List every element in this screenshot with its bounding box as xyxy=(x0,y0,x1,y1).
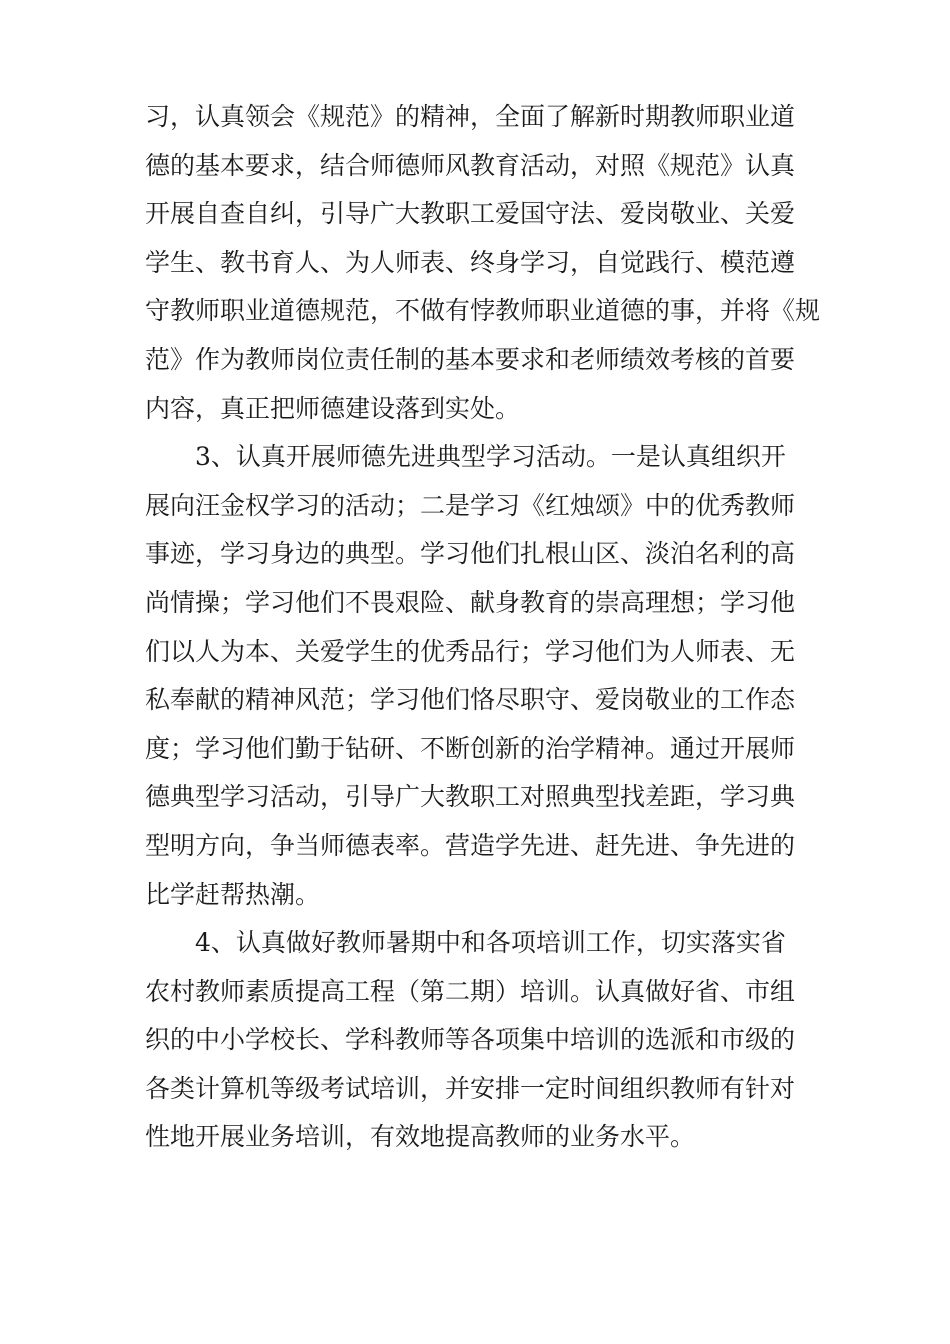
paragraph xyxy=(145,433,815,919)
text-line: 内容，真正把师德建设落到实处。 xyxy=(145,393,521,423)
text-line: 德的基本要求，结合师德师风教育活动，对照《规范》认真 xyxy=(145,150,796,180)
text-line: 4、认真做好教师暑期中和各项培训工作，切实落实省 xyxy=(195,928,786,958)
text-line: 各类计算机等级考试培训，并安排一定时间组织教师有针对 xyxy=(145,1073,796,1103)
text-line: 私奉献的精神风范；学习他们恪尽职守、爱岗敬业的工作态 xyxy=(145,685,796,715)
text-line: 学生、教书育人、为人师表、终身学习，自觉践行、模范遵 xyxy=(145,247,796,277)
text-line: 事迹，学习身边的典型。学习他们扎根山区、淡泊名利的高 xyxy=(145,539,796,569)
text-line: 习，认真领会《规范》的精神，全面了解新时期教师职业道 xyxy=(145,102,796,131)
text-line: 们以人为本、关爱学生的优秀品行；学习他们为人师表、无 xyxy=(145,636,796,666)
text-line: 度；学习他们勤于钻研、不断创新的治学精神。通过开展师 xyxy=(145,733,796,763)
text-line: 范》作为教师岗位责任制的基本要求和老师绩效考核的首要 xyxy=(145,344,796,374)
text-line: 农村教师素质提高工程（第二期）培训。认真做好省、市组 xyxy=(145,976,796,1006)
text-line: 德典型学习活动，引导广大教职工对照典型找差距，学习典 xyxy=(145,782,796,812)
text-line: 开展自查自纠，引导广大教职工爱国守法、爱岗敬业、关爱 xyxy=(145,199,796,229)
text-line: 型明方向，争当师德表率。营造学先进、赶先进、争先进的 xyxy=(145,830,796,860)
text-line: 性地开展业务培训，有效地提高教师的业务水平。 xyxy=(145,1122,696,1152)
text-line: 织的中小学校长、学科教师等各项集中培训的选派和市级的 xyxy=(145,1025,796,1055)
text-line: 比学赶帮热潮。 xyxy=(145,879,321,909)
text-line: 3、认真开展师德先进典型学习活动。一是认真组织开 xyxy=(195,442,786,472)
document-body xyxy=(145,93,821,1162)
paragraph xyxy=(145,919,815,1162)
text-line: 尚情操；学习他们不畏艰险、献身教育的崇高理想；学习他 xyxy=(145,587,796,617)
text-line: 展向汪金权学习的活动；二是学习《红烛颂》中的优秀教师 xyxy=(145,490,796,520)
paragraph xyxy=(145,93,821,433)
text-line: 守教师职业道德规范，不做有悖教师职业道德的事，并将《规 xyxy=(145,296,821,326)
